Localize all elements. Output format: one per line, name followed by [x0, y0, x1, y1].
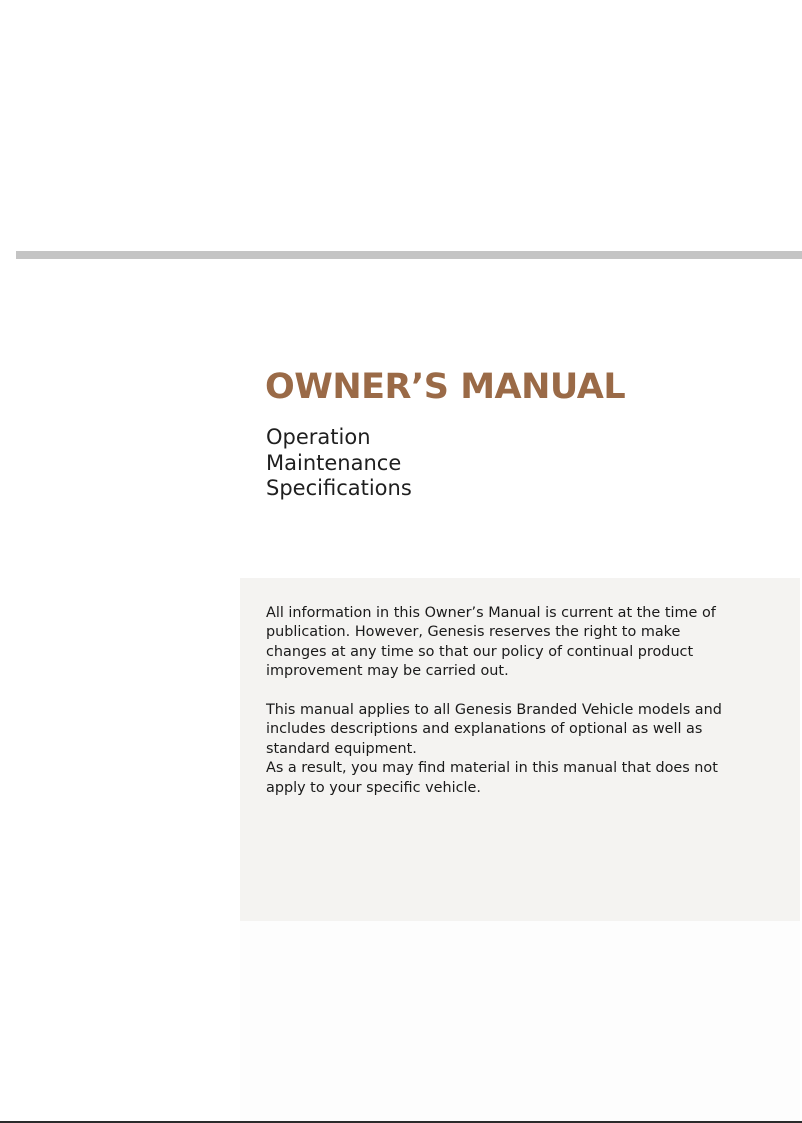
- page-title: OWNER’S MANUAL: [265, 367, 626, 407]
- notice-text: [266, 604, 736, 798]
- subtitle-maintenance: Maintenance: [266, 450, 402, 475]
- notice-paragraph-currency: All information in this Owner’s Manual is current at the time of publication. However, Genesis reserves the right to make changes at any time so that our policy of continual product improvement may be carried out.: [266, 605, 716, 680]
- notice-paragraph-applicability: This manual applies to all Genesis Branded Vehicle models and includes descriptions and explanations of optional as well as standard equipment.: [266, 702, 722, 757]
- lower-panel: [240, 921, 800, 1121]
- top-divider: [16, 251, 802, 259]
- subtitle-operation: Operation: [266, 425, 371, 449]
- notice-box: [240, 578, 800, 921]
- subtitle-list: [266, 425, 412, 502]
- notice-paragraph-result: As a result, you may find material in this manual that does not apply to your specific vehicle.: [266, 760, 718, 796]
- subtitle-specifications: Specifications: [266, 476, 412, 500]
